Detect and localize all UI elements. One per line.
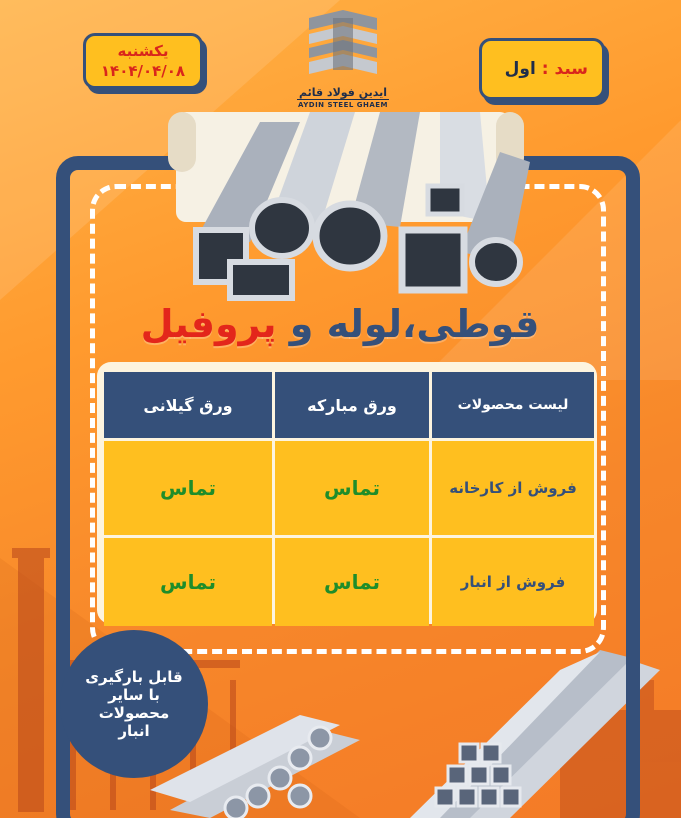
table-header-products: لیست محصولات [432,372,594,438]
basket-label: سبد : [541,59,588,79]
logo-name-en: AYDIN STEEL GHAEM [297,101,389,109]
table-header-mobarakeh: ورق مبارکه [275,372,429,438]
promo-line: با سایر [108,686,160,704]
date-badge [83,33,203,89]
table-cell-contact[interactable]: تماس [104,441,272,535]
logo-name-fa: ایدین فولاد قائم [299,86,387,99]
price-table [110,372,594,626]
promo-line: انبار [118,722,150,740]
logo-icon [303,8,383,80]
page-title [120,302,560,346]
table-cell-contact[interactable]: تماس [104,538,272,626]
basket-badge [479,38,605,100]
title-part-2: پروفیل [140,302,277,346]
promo-line: محصولات [98,704,170,722]
table-row-label: فروش از کارخانه [432,441,594,535]
date-day: یکشنبه [117,42,169,60]
promo-circle [60,630,208,778]
company-logo [297,8,389,109]
table-cell-contact[interactable]: تماس [275,441,429,535]
table-row-label: فروش از انبار [432,538,594,626]
promo-line: قابل بارگیری [85,668,183,686]
date-value: ۱۴۰۴/۰۴/۰۸ [100,62,186,80]
title-part-1: قوطی،لوله و [276,302,540,346]
basket-value: اول [504,59,536,79]
hero-pipes-icon [190,112,530,302]
table-cell-contact[interactable]: تماس [275,538,429,626]
table-header-gilani: ورق گیلانی [104,372,272,438]
